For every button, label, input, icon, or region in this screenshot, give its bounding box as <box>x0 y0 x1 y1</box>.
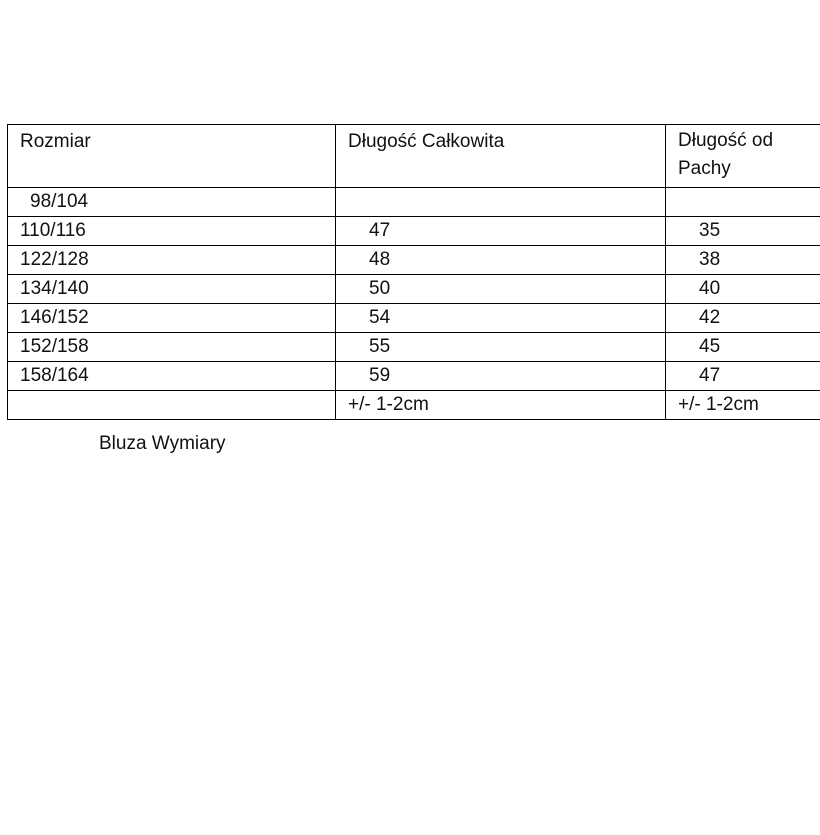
cell-size <box>8 391 336 420</box>
cell-size: 152/158 <box>8 333 336 362</box>
cell-total-tolerance: +/- 1-2cm <box>336 391 666 420</box>
table-row <box>8 217 820 246</box>
cell-size: 146/152 <box>8 304 336 333</box>
cell-total-length: 54 <box>336 304 666 333</box>
table-row <box>8 304 820 333</box>
table-row <box>8 246 820 275</box>
cell-size: 122/128 <box>8 246 336 275</box>
cell-total-length: 59 <box>336 362 666 391</box>
cell-size: 134/140 <box>8 275 336 304</box>
header-armpit-length: Długość od Pachy <box>666 125 820 188</box>
size-chart-table <box>7 124 820 420</box>
cell-total-length: 55 <box>336 333 666 362</box>
cell-armpit-length: 45 <box>666 333 820 362</box>
cell-armpit-length: 47 <box>666 362 820 391</box>
header-total-length: Długość Całkowita <box>336 125 666 188</box>
cell-total-length: 47 <box>336 217 666 246</box>
cell-armpit-length: 42 <box>666 304 820 333</box>
table-row <box>8 188 820 217</box>
table-row <box>8 275 820 304</box>
cell-size: 98/104 <box>8 188 336 217</box>
table-row <box>8 333 820 362</box>
cell-size: 158/164 <box>8 362 336 391</box>
table-header-row <box>8 125 820 188</box>
cell-armpit-length: 35 <box>666 217 820 246</box>
table-caption: Bluza Wymiary <box>99 433 226 454</box>
cell-size: 110/116 <box>8 217 336 246</box>
cell-total-length: 48 <box>336 246 666 275</box>
header-size: Rozmiar <box>8 125 336 188</box>
cell-armpit-length <box>666 188 820 217</box>
cell-armpit-length: 38 <box>666 246 820 275</box>
cell-armpit-tolerance: +/- 1-2cm <box>666 391 820 420</box>
cell-total-length: 50 <box>336 275 666 304</box>
cell-armpit-length: 40 <box>666 275 820 304</box>
table-row-tolerance <box>8 391 820 420</box>
table-row <box>8 362 820 391</box>
cell-total-length <box>336 188 666 217</box>
